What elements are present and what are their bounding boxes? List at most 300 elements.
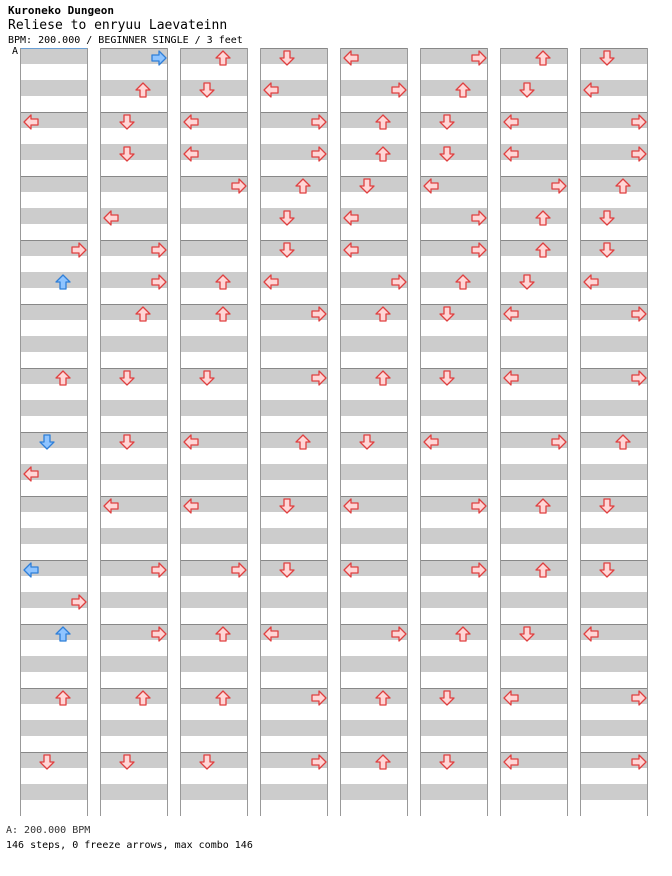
beat-band xyxy=(581,432,647,448)
beat-band xyxy=(101,176,167,192)
beat-band xyxy=(501,560,567,576)
beat-band xyxy=(341,144,407,160)
measure-line xyxy=(341,560,407,561)
note-arrow-left-red xyxy=(503,114,519,130)
measure-line xyxy=(501,496,567,497)
note-arrow-left-red xyxy=(423,434,439,450)
bpm-marker-label: A xyxy=(12,46,19,57)
beat-band xyxy=(181,336,247,352)
measure-line xyxy=(21,624,87,625)
beat-band xyxy=(341,368,407,384)
note-arrow-left-red xyxy=(343,210,359,226)
measure-line xyxy=(581,688,647,689)
beat-band xyxy=(261,400,327,416)
beat-band xyxy=(21,144,87,160)
measure-line xyxy=(21,112,87,113)
measure-line xyxy=(261,752,327,753)
note-arrow-left-red xyxy=(503,306,519,322)
beat-band xyxy=(181,304,247,320)
note-arrow-left-red xyxy=(103,498,119,514)
measure-line xyxy=(421,304,487,305)
beat-band xyxy=(421,528,487,544)
note-arrow-down-red xyxy=(199,370,215,386)
note-arrow-up-red xyxy=(55,690,71,706)
measure-line xyxy=(261,688,327,689)
note-arrow-right-red xyxy=(151,626,167,642)
note-arrow-up-red xyxy=(535,498,551,514)
note-arrow-up-red xyxy=(215,690,231,706)
chart-column xyxy=(420,48,488,816)
measure-line xyxy=(581,368,647,369)
measure-line xyxy=(341,688,407,689)
measure-line xyxy=(101,560,167,561)
note-arrow-left-red xyxy=(503,146,519,162)
beat-band xyxy=(181,272,247,288)
beat-band xyxy=(261,784,327,800)
beat-band xyxy=(181,784,247,800)
note-arrow-left-red xyxy=(503,754,519,770)
measure-line xyxy=(21,368,87,369)
measure-line xyxy=(341,432,407,433)
note-arrow-right-red xyxy=(631,690,647,706)
note-arrow-right-red xyxy=(551,434,567,450)
note-arrow-right-red xyxy=(311,146,327,162)
beat-band xyxy=(501,784,567,800)
note-arrow-right-red xyxy=(71,594,87,610)
note-arrow-down-red xyxy=(599,242,615,258)
beat-band xyxy=(101,464,167,480)
measure-line xyxy=(421,624,487,625)
note-arrow-left-red xyxy=(263,274,279,290)
measure-line xyxy=(101,752,167,753)
note-arrow-down-red xyxy=(119,370,135,386)
measure-line xyxy=(181,496,247,497)
beat-band xyxy=(21,176,87,192)
note-arrow-down-red xyxy=(439,754,455,770)
measure-line xyxy=(261,368,327,369)
beat-band xyxy=(581,656,647,672)
chart-column xyxy=(180,48,248,816)
beat-band xyxy=(421,80,487,96)
note-arrow-left-red xyxy=(183,434,199,450)
beat-band xyxy=(341,752,407,768)
note-arrow-down-red xyxy=(519,626,535,642)
note-arrow-up-red xyxy=(55,370,71,386)
measure-line xyxy=(181,688,247,689)
beat-band xyxy=(581,592,647,608)
measure-line xyxy=(501,176,567,177)
chart-info: BPM: 200.000 / BEGINNER SINGLE / 3 feet xyxy=(8,35,243,46)
measure-line xyxy=(421,176,487,177)
measure-line xyxy=(581,432,647,433)
note-arrow-right-red xyxy=(471,498,487,514)
measure-line xyxy=(101,432,167,433)
note-arrow-right-red xyxy=(311,114,327,130)
note-arrow-left-red xyxy=(583,274,599,290)
note-arrow-up-red xyxy=(615,178,631,194)
note-arrow-up-red xyxy=(375,370,391,386)
note-arrow-left-red xyxy=(23,114,39,130)
measure-line xyxy=(421,752,487,753)
beat-band xyxy=(261,464,327,480)
note-arrow-down-red xyxy=(119,146,135,162)
note-arrow-up-red xyxy=(375,306,391,322)
note-arrow-down-red xyxy=(599,562,615,578)
note-arrow-down-red xyxy=(519,82,535,98)
note-arrow-down-red xyxy=(279,210,295,226)
note-arrow-down-red xyxy=(279,242,295,258)
note-arrow-right-red xyxy=(631,146,647,162)
beat-band xyxy=(421,272,487,288)
measure-line xyxy=(21,176,87,177)
note-arrow-down-red xyxy=(519,274,535,290)
beat-band xyxy=(501,656,567,672)
note-arrow-up-red xyxy=(455,274,471,290)
measure-line xyxy=(341,496,407,497)
measure-line xyxy=(581,48,647,49)
note-arrow-right-red xyxy=(631,306,647,322)
note-arrow-left-blue xyxy=(23,562,39,578)
beat-band xyxy=(181,592,247,608)
measure-line xyxy=(421,112,487,113)
note-arrow-up-red xyxy=(535,562,551,578)
note-arrow-up-red xyxy=(615,434,631,450)
beat-band xyxy=(421,784,487,800)
measure-line xyxy=(341,304,407,305)
step-stats: 146 steps, 0 freeze arrows, max combo 146 xyxy=(6,840,253,851)
beat-band xyxy=(21,208,87,224)
note-arrow-up-red xyxy=(135,306,151,322)
beat-band xyxy=(101,528,167,544)
beat-band xyxy=(21,656,87,672)
measure-line xyxy=(581,176,647,177)
beat-band xyxy=(21,272,87,288)
note-arrow-left-red xyxy=(583,626,599,642)
note-arrow-down-red xyxy=(599,210,615,226)
beat-band xyxy=(501,208,567,224)
measure-line xyxy=(261,432,327,433)
beat-band xyxy=(261,336,327,352)
note-arrow-right-red xyxy=(391,626,407,642)
note-arrow-right-red xyxy=(151,274,167,290)
note-arrow-right-red xyxy=(631,370,647,386)
note-arrow-right-red xyxy=(151,562,167,578)
beat-band xyxy=(261,432,327,448)
beat-band xyxy=(181,208,247,224)
measure-line xyxy=(261,240,327,241)
note-arrow-down-red xyxy=(439,306,455,322)
beat-band xyxy=(21,368,87,384)
measure-line xyxy=(501,112,567,113)
measure-line xyxy=(181,240,247,241)
note-arrow-right-red xyxy=(311,306,327,322)
chart-column xyxy=(580,48,648,816)
measure-line xyxy=(421,688,487,689)
measure-line xyxy=(21,688,87,689)
note-arrow-up-red xyxy=(535,242,551,258)
measure-line xyxy=(341,48,407,49)
beat-band xyxy=(261,592,327,608)
bpm-summary: A: 200.000 BPM xyxy=(6,825,91,836)
note-arrow-up-red xyxy=(375,146,391,162)
beat-band xyxy=(341,592,407,608)
measure-line xyxy=(421,496,487,497)
beat-band xyxy=(101,336,167,352)
beat-band xyxy=(261,176,327,192)
note-arrow-right-red xyxy=(391,274,407,290)
measure-line xyxy=(421,240,487,241)
measure-line xyxy=(21,240,87,241)
beat-band xyxy=(501,720,567,736)
note-arrow-up-red xyxy=(535,50,551,66)
beat-band xyxy=(501,592,567,608)
note-arrow-down-red xyxy=(439,370,455,386)
note-arrow-right-red xyxy=(471,562,487,578)
note-arrow-right-red xyxy=(71,242,87,258)
measure-line xyxy=(181,560,247,561)
note-arrow-up-red xyxy=(215,50,231,66)
note-arrow-up-red xyxy=(215,626,231,642)
measure-line xyxy=(101,112,167,113)
note-arrow-down-red xyxy=(199,82,215,98)
note-arrow-left-red xyxy=(503,370,519,386)
note-arrow-down-red xyxy=(279,498,295,514)
note-arrow-right-red xyxy=(471,50,487,66)
measure-line xyxy=(341,368,407,369)
note-arrow-up-red xyxy=(455,82,471,98)
measure-line xyxy=(501,48,567,49)
measure-line xyxy=(501,368,567,369)
beat-band xyxy=(21,624,87,640)
beat-band xyxy=(261,656,327,672)
note-arrow-left-red xyxy=(183,114,199,130)
measure-line xyxy=(101,48,167,49)
beat-band xyxy=(341,656,407,672)
beat-band xyxy=(501,336,567,352)
measure-line xyxy=(581,304,647,305)
note-arrow-down-blue xyxy=(39,434,55,450)
beat-band xyxy=(181,624,247,640)
measure-line xyxy=(101,624,167,625)
beat-band xyxy=(181,240,247,256)
measure-line xyxy=(501,560,567,561)
note-arrow-up-red xyxy=(375,114,391,130)
beat-band xyxy=(181,688,247,704)
site-name: Kuroneko Dungeon xyxy=(8,4,114,17)
beat-band xyxy=(581,784,647,800)
beat-band xyxy=(501,400,567,416)
note-arrow-down-red xyxy=(119,434,135,450)
note-arrow-right-red xyxy=(231,178,247,194)
note-arrow-up-red xyxy=(375,690,391,706)
chart-column xyxy=(260,48,328,816)
note-arrow-left-red xyxy=(343,50,359,66)
measure-line xyxy=(101,368,167,369)
measure-line xyxy=(581,496,647,497)
note-arrow-right-red xyxy=(231,562,247,578)
measure-line xyxy=(181,624,247,625)
note-arrow-up-red xyxy=(135,82,151,98)
beat-band xyxy=(341,112,407,128)
beat-band xyxy=(581,400,647,416)
beat-band xyxy=(101,688,167,704)
measure-line xyxy=(341,624,407,625)
note-arrow-up-red xyxy=(215,306,231,322)
note-arrow-left-red xyxy=(423,178,439,194)
beat-band xyxy=(181,656,247,672)
beat-band xyxy=(21,336,87,352)
song-title: Reliese to enryuu Laevateinn xyxy=(8,18,228,33)
note-arrow-left-red xyxy=(263,82,279,98)
beat-band xyxy=(581,528,647,544)
measure-line xyxy=(21,432,87,433)
beat-band xyxy=(21,720,87,736)
measure-line xyxy=(181,368,247,369)
beat-band xyxy=(101,720,167,736)
beat-band xyxy=(341,528,407,544)
measure-line xyxy=(421,560,487,561)
measure-line xyxy=(261,496,327,497)
note-arrow-down-red xyxy=(119,114,135,130)
note-arrow-right-red xyxy=(311,754,327,770)
beat-band xyxy=(341,720,407,736)
beat-band xyxy=(341,304,407,320)
note-arrow-up-red xyxy=(455,626,471,642)
measure-line xyxy=(421,432,487,433)
measure-line xyxy=(181,112,247,113)
beat-band xyxy=(181,720,247,736)
note-arrow-down-red xyxy=(279,562,295,578)
measure-line xyxy=(261,176,327,177)
beat-band xyxy=(341,336,407,352)
chart-column xyxy=(20,48,88,816)
beat-band xyxy=(21,48,87,64)
measure-line xyxy=(341,752,407,753)
note-arrow-up-red xyxy=(375,754,391,770)
note-arrow-down-red xyxy=(119,754,135,770)
beat-band xyxy=(341,400,407,416)
measure-line xyxy=(181,752,247,753)
measure-line xyxy=(581,560,647,561)
chart-column xyxy=(100,48,168,816)
chart-column xyxy=(340,48,408,816)
beat-band xyxy=(101,400,167,416)
measure-line xyxy=(261,560,327,561)
note-arrow-left-red xyxy=(23,466,39,482)
note-arrow-down-red xyxy=(599,50,615,66)
beat-band xyxy=(21,688,87,704)
note-arrow-down-red xyxy=(599,498,615,514)
beat-band xyxy=(581,176,647,192)
measure-line xyxy=(341,176,407,177)
measure-line xyxy=(101,176,167,177)
note-arrow-right-red xyxy=(631,754,647,770)
measure-line xyxy=(21,560,87,561)
note-arrow-left-red xyxy=(263,626,279,642)
note-arrow-right-red xyxy=(311,690,327,706)
beat-band xyxy=(341,784,407,800)
beat-band xyxy=(421,720,487,736)
note-arrow-right-red xyxy=(311,370,327,386)
measure-line xyxy=(501,304,567,305)
beat-band xyxy=(421,336,487,352)
measure-line xyxy=(21,304,87,305)
note-arrow-left-red xyxy=(183,146,199,162)
note-arrow-down-red xyxy=(39,754,55,770)
measure-line xyxy=(181,176,247,177)
measure-line xyxy=(101,304,167,305)
measure-line xyxy=(101,240,167,241)
note-arrow-left-red xyxy=(343,562,359,578)
measure-line xyxy=(501,752,567,753)
note-arrow-left-red xyxy=(183,498,199,514)
note-arrow-right-red xyxy=(471,242,487,258)
note-arrow-right-blue xyxy=(151,50,167,66)
measure-line xyxy=(581,752,647,753)
beat-band xyxy=(341,688,407,704)
beat-band xyxy=(21,784,87,800)
chart-column xyxy=(500,48,568,816)
beat-band xyxy=(101,656,167,672)
beat-band xyxy=(101,304,167,320)
measure-line xyxy=(501,240,567,241)
beat-band xyxy=(421,656,487,672)
measure-line xyxy=(181,304,247,305)
note-arrow-left-red xyxy=(583,82,599,98)
beat-band xyxy=(341,464,407,480)
beat-band xyxy=(501,528,567,544)
note-arrow-down-red xyxy=(359,434,375,450)
measure-line xyxy=(21,496,87,497)
note-arrow-left-red xyxy=(503,690,519,706)
note-arrow-up-red xyxy=(295,434,311,450)
measure-line xyxy=(261,624,327,625)
note-arrow-up-red xyxy=(535,210,551,226)
beat-band xyxy=(501,48,567,64)
note-arrow-right-red xyxy=(551,178,567,194)
note-arrow-up-blue xyxy=(55,626,71,642)
beat-band xyxy=(261,528,327,544)
note-arrow-up-red xyxy=(135,690,151,706)
measure-line xyxy=(421,368,487,369)
measure-line xyxy=(181,48,247,49)
measure-line xyxy=(101,688,167,689)
note-arrow-right-red xyxy=(391,82,407,98)
beat-band xyxy=(501,496,567,512)
beat-band xyxy=(421,464,487,480)
beat-band xyxy=(181,464,247,480)
beat-band xyxy=(101,784,167,800)
bpm-change-line xyxy=(21,48,87,49)
beat-band xyxy=(421,592,487,608)
measure-line xyxy=(581,240,647,241)
beat-band xyxy=(501,240,567,256)
measure-line xyxy=(341,240,407,241)
note-arrow-down-red xyxy=(439,146,455,162)
beat-band xyxy=(501,464,567,480)
measure-line xyxy=(501,688,567,689)
note-arrow-right-red xyxy=(631,114,647,130)
measure-line xyxy=(261,112,327,113)
beat-band xyxy=(581,464,647,480)
measure-line xyxy=(501,432,567,433)
beat-band xyxy=(261,720,327,736)
note-arrow-left-red xyxy=(343,242,359,258)
note-arrow-down-red xyxy=(439,690,455,706)
note-arrow-up-red xyxy=(295,178,311,194)
measure-line xyxy=(261,304,327,305)
beat-band xyxy=(581,720,647,736)
